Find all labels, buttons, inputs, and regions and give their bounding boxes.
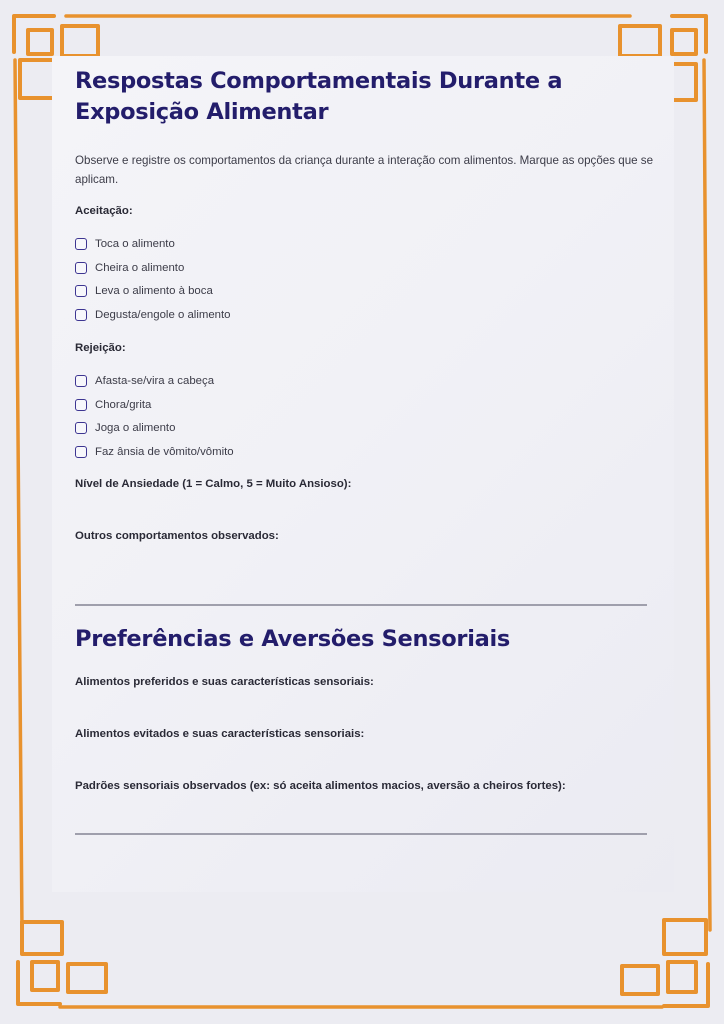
rejection-option-throws-food[interactable]: Joga o alimento [75, 416, 234, 440]
preferred-foods-label: Alimentos preferidos e suas características sensoriais: [75, 676, 374, 688]
checkbox[interactable] [75, 238, 87, 250]
section-intro: Observe e registre os comportamentos da criança durante a interação com alimentos. Marque as opções que se aplicam. [75, 154, 654, 186]
anxiety-level-label: Nível de Ansiedade (1 = Calmo, 5 = Muito Ansioso): [75, 478, 352, 490]
rejection-option-turns-head[interactable]: Afasta-se/vira a cabeça [75, 369, 234, 393]
checkbox[interactable] [75, 422, 87, 434]
section-divider [75, 604, 647, 606]
rejection-option-gags-vomits[interactable]: Faz ânsia de vômito/vômito [75, 440, 234, 464]
acceptance-label: Aceitação: [75, 205, 133, 217]
checkbox[interactable] [75, 285, 87, 297]
acceptance-option-smells-food[interactable]: Cheira o alimento [75, 256, 231, 280]
rejection-option-cries-screams[interactable]: Chora/grita [75, 393, 234, 417]
other-behaviors-label: Outros comportamentos observados: [75, 530, 279, 542]
checkbox[interactable] [75, 262, 87, 274]
rejection-label: Rejeição: [75, 342, 126, 354]
acceptance-options [75, 232, 231, 327]
acceptance-option-tastes-swallows[interactable]: Degusta/engole o alimento [75, 303, 231, 327]
checkbox[interactable] [75, 446, 87, 458]
checkbox[interactable] [75, 399, 87, 411]
section-title-sensory-preferences: Preferências e Aversões Sensoriais [75, 626, 511, 652]
section-divider-bottom [75, 833, 647, 835]
section-title-behavioral-responses: Respostas Comportamentais Durante a Exposição Alimentar [75, 68, 563, 125]
checkbox[interactable] [75, 375, 87, 387]
acceptance-option-touches-food[interactable]: Toca o alimento [75, 232, 231, 256]
avoided-foods-label: Alimentos evitados e suas características sensoriais: [75, 728, 365, 740]
rejection-options [75, 369, 234, 464]
sensory-patterns-label: Padrões sensoriais observados (ex: só aceita alimentos macios, aversão a cheiros fortes): [75, 780, 566, 792]
acceptance-option-brings-to-mouth[interactable]: Leva o alimento à boca [75, 279, 231, 303]
checkbox[interactable] [75, 309, 87, 321]
